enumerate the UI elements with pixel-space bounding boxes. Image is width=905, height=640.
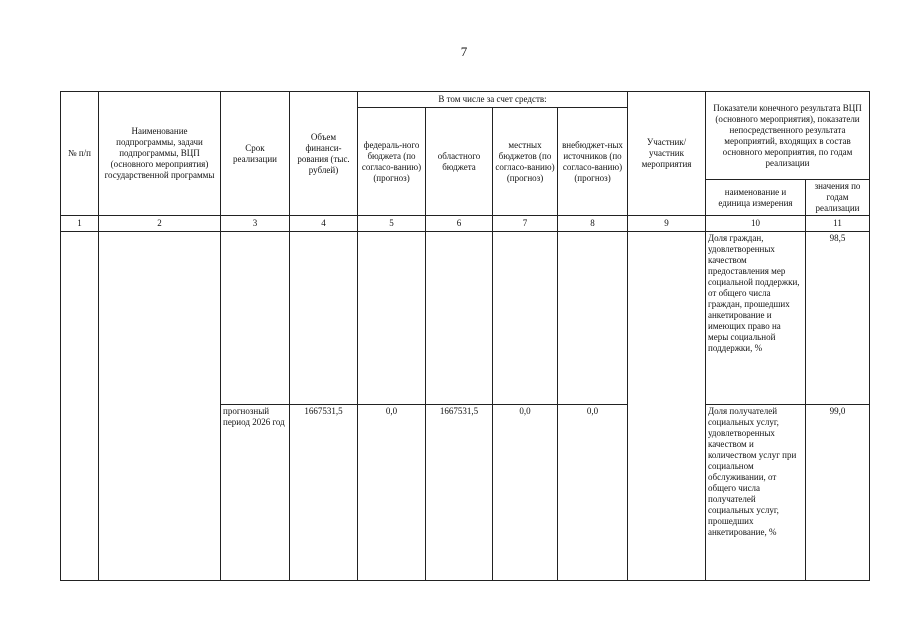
column-number: 4 [290, 216, 358, 232]
cell-indicator-value: 99,0 [806, 405, 870, 581]
cell-indicator-name: Доля граждан, удовлетворенных качеством предоставления мер социальной поддержки, от общего числа граждан, прошедших анкетирование и имеющих право на меры социальной поддержки, % [706, 232, 806, 405]
cell-extra [558, 232, 628, 405]
column-number: 11 [806, 216, 870, 232]
cell-indicator-value: 98,5 [806, 232, 870, 405]
cell-volume: 1667531,5 [290, 405, 358, 581]
header-regional: областного бюджета [426, 108, 493, 216]
header-local: местных бюджетов (по согласо-ванию) (прогноз) [493, 108, 558, 216]
cell-regional: 1667531,5 [426, 405, 493, 581]
header-extra: внебюджет-ных источников (по согласо-ванию) (прогноз) [558, 108, 628, 216]
header-indicator-name: наименование и единица измерения [706, 180, 806, 216]
cell-indicator-name: Доля получателей социальных услуг, удовлетворенных качеством и количеством услуг при социальном обслуживании, от общего числа получателей социальных услуг, прошедших анкетирование, % [706, 405, 806, 581]
header-federal: федераль-ного бюджета (по согласо-ванию) (прогноз) [358, 108, 426, 216]
program-table [60, 91, 870, 581]
cell-federal: 0,0 [358, 405, 426, 581]
cell-volume [290, 232, 358, 405]
header-indicators-group: Показатели конечного результата ВЦП (основного мероприятия), показатели непосредственного результата мероприятий, входящих в состав основного мероприятия, по годам реализации [706, 92, 870, 180]
header-participant: Участник/ участник мероприятия [628, 92, 706, 216]
column-number: 7 [493, 216, 558, 232]
cell-federal [358, 232, 426, 405]
cell-participant [628, 232, 706, 581]
column-number: 10 [706, 216, 806, 232]
column-number: 8 [558, 216, 628, 232]
column-number: 1 [61, 216, 99, 232]
cell-local: 0,0 [493, 405, 558, 581]
cell-extra: 0,0 [558, 405, 628, 581]
table-row [61, 232, 870, 405]
header-name: Наименование подпрограммы, задачи подпрограммы, ВЦП (основного мероприятия) государственной программы [99, 92, 221, 216]
column-number: 3 [221, 216, 290, 232]
cell-term [221, 232, 290, 405]
cell-local [493, 232, 558, 405]
column-number: 9 [628, 216, 706, 232]
cell-name [99, 232, 221, 581]
cell-regional [426, 232, 493, 405]
column-number: 2 [99, 216, 221, 232]
header-indicator-value: значения по годам реализации [806, 180, 870, 216]
header-sources-group: В том числе за счет средств: [358, 92, 628, 108]
cell-no [61, 232, 99, 581]
column-number: 5 [358, 216, 426, 232]
header-no: № п/п [61, 92, 99, 216]
cell-term: прогнозный период 2026 год [221, 405, 290, 581]
header-term: Срок реализации [221, 92, 290, 216]
page-number: 7 [460, 44, 468, 59]
header-volume: Объем финанси-рования (тыс. рублей) [290, 92, 358, 216]
column-number: 6 [426, 216, 493, 232]
